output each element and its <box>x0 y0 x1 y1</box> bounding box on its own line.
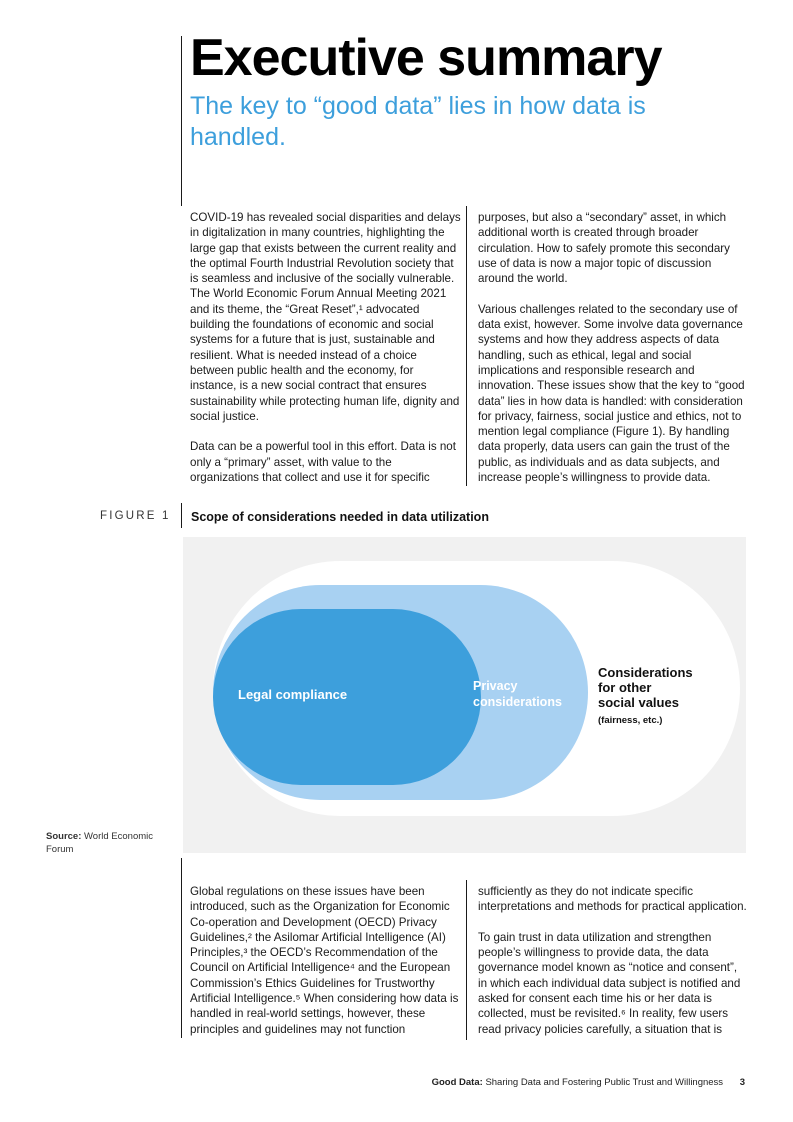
privacy-label-line2: considerations <box>473 695 562 709</box>
paragraph: sufficiently as they do not indicate specific interpretations and methods for practical application. <box>478 885 747 914</box>
social-values-label-line3: social values <box>598 695 679 710</box>
legal-compliance-label: Legal compliance <box>238 687 348 702</box>
paragraph: purposes, but also a “secondary” asset, in which additional worth is created through broader circulation. How to safely promote this secondary use of data is now a major topic of discussion around the world. <box>478 211 730 286</box>
paragraph: Various challenges related to the secondary use of data exist, however. Some involve data governance systems and how they address aspects of data handling, such as ethical, legal and social implications and responsible research and innovation. These issues show that the key to “good data” lies in how data is handled: with consideration for privacy, fairness, social justice and ethics, not to mention legal compliance (Figure 1). By handling data properly, data users can gain the trust of the public, as individuals and as data subjects, and increase people’s willingness to provide data. <box>478 302 745 485</box>
body-rule-bottom <box>181 858 182 1038</box>
page-footer <box>432 1077 745 1088</box>
paragraph: COVID-19 has revealed social disparities and delays in digitalization in many countries, highlighting the large gap that exists between the current reality and the optimal Fourth Industrial Revolution society that is seamless and inclusive of the socially vulnerable. The World Economic Forum Annual Meeting 2021 and its theme, the “Great Reset”,¹ advocated building the foundations of economic and social systems for a future that is just, sustainable and resilient. What is needed instead of a choice between public health and the economy, for instance, is a new social contract that ensures sustainability while protecting human life, dignity and social justice. <box>190 211 461 423</box>
page-subtitle: The key to “good data” lies in how data is handled. <box>190 92 646 151</box>
privacy-label-line1: Privacy <box>473 679 518 693</box>
column-rule-bottom <box>466 880 467 1040</box>
body-column-2 <box>478 884 748 1037</box>
source-text: World Economic Forum <box>46 831 154 855</box>
social-values-label-line1: Considerations <box>598 665 693 680</box>
header-rule <box>181 36 182 206</box>
figure-label: FIGURE 1 <box>100 510 171 522</box>
paragraph: Data can be a powerful tool in this effort. Data is not only a “primary” asset, with value to the organizations that collect and use it for specific <box>190 440 456 485</box>
page-title: Executive summary <box>190 29 662 87</box>
footer-publication-title: Sharing Data and Fostering Public Trust and Willingness <box>485 1077 724 1088</box>
social-values-note: (fairness, etc.) <box>598 715 663 726</box>
page-number: 3 <box>739 1077 745 1088</box>
figure-panel <box>183 537 746 853</box>
paragraph: Global regulations on these issues have been introduced, such as the Organization for Economic Co-operation and Development (OECD) Privacy Guidelines,² the Asilomar Artificial Intelligence (AI) Principles,³ the OECD’s Recommendation of the Council on Artificial Intelligence⁴ and the European Commission’s Ethics Guidelines for Trustworthy Artificial Intelligence.⁵ When considering how data is handled in real-world settings, however, these principles and guidelines may not function <box>190 885 459 1036</box>
source-label: Source: <box>46 831 82 842</box>
scope-diagram <box>183 537 746 853</box>
figure-title: Scope of considerations needed in data utilization <box>191 510 489 524</box>
social-values-label-line2: for other <box>598 680 652 695</box>
body-column-1 <box>190 884 462 1037</box>
figure-source <box>46 830 156 856</box>
intro-column-1 <box>190 210 462 485</box>
intro-column-2 <box>478 210 748 485</box>
figure-rule <box>181 503 182 528</box>
paragraph: To gain trust in data utilization and strengthen people’s willingness to provide data, the data governance model known as “notice and consent”, in which each individual data subject is notified and asked for consent each time his or her data is collected, must be revisited.⁶ In reality, few users read privacy policies carefully, a situation that is <box>478 930 741 1036</box>
column-rule-top <box>466 206 467 486</box>
footer-publication-bold: Good Data: <box>431 1077 483 1088</box>
